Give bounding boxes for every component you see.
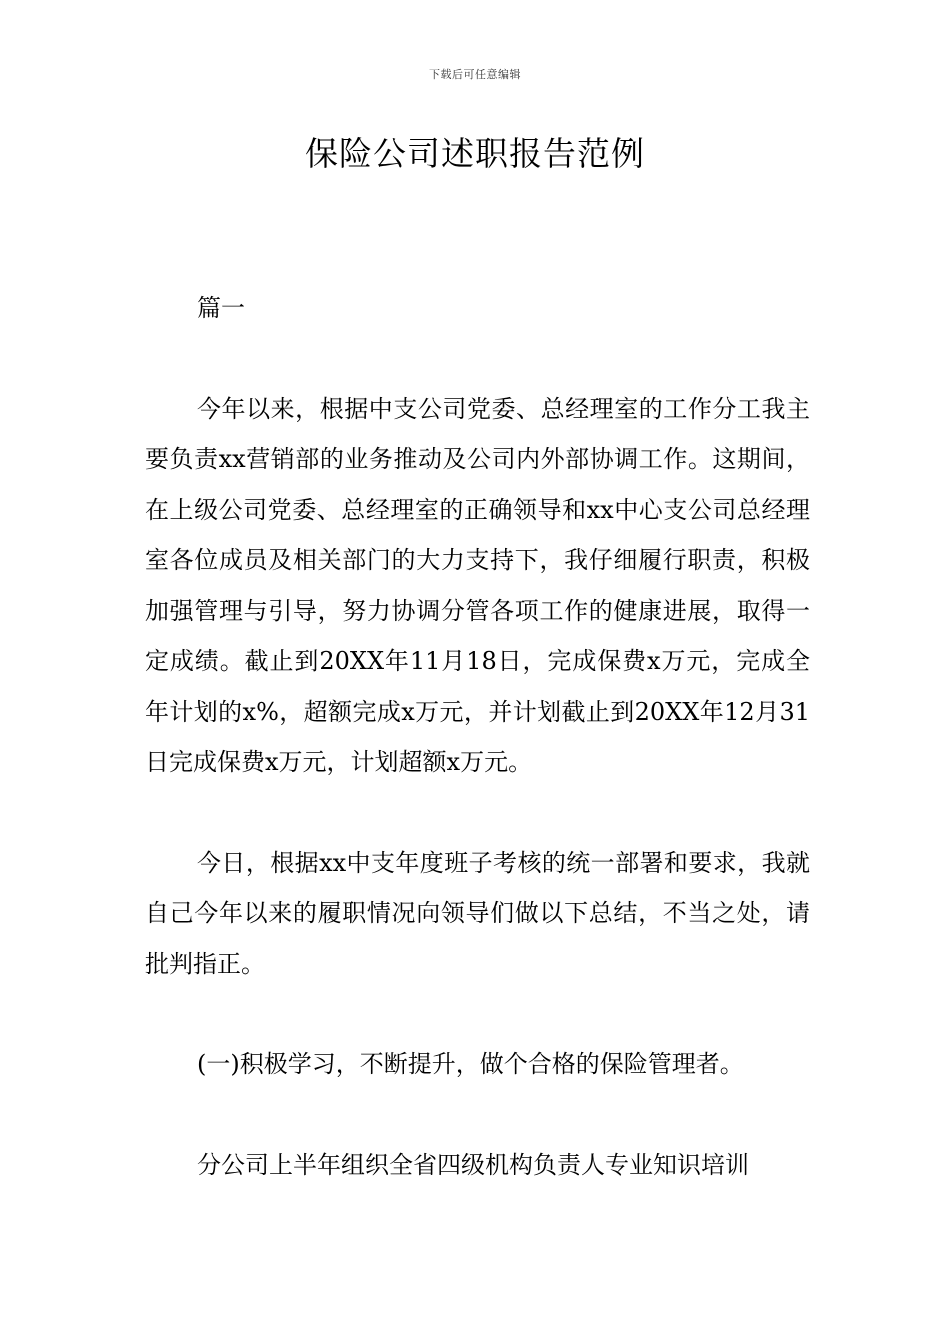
paragraph-gap bbox=[145, 1090, 810, 1140]
document-title: 保险公司述职报告范例 bbox=[305, 134, 645, 173]
paragraph: 今日，根据xx中支年度班子考核的统一部署和要求，我就自己今年以来的履职情况向领导们做以下总结，不当之处，请批判指正。 bbox=[145, 848, 810, 978]
paragraph: 今年以来，根据中支公司党委、总经理室的工作分工我主要负责xx营销部的业务推动及公司内外部协调工作。这期间，在上级公司党委、总经理室的正确领导和xx中心支公司总经理室各位成员及相关部门的大力支持下，我仔细履行职责，积极加强管理与引导，努力协调分管各项工作的健康进展，取得一定成绩。截止到20XX年11月18日，完成保费x万元，完成全年计划的x%，超额完成x万元，并计划截止到20XX年12月31日完成保费x万元，计划超额x万元。 bbox=[145, 394, 810, 776]
section-heading: 篇一 bbox=[197, 294, 245, 322]
document-body bbox=[145, 283, 810, 1190]
paragraph-gap bbox=[145, 334, 810, 384]
subsection-heading: (一)积极学习，不断提升，做个合格的保险管理者。 bbox=[197, 1050, 744, 1078]
paragraph-gap bbox=[145, 788, 810, 838]
paragraph-gap bbox=[145, 989, 810, 1039]
paragraph: 分公司上半年组织全省四级机构负责人专业知识培训 bbox=[197, 1150, 749, 1179]
header-note: 下载后可任意编辑 bbox=[429, 68, 521, 81]
